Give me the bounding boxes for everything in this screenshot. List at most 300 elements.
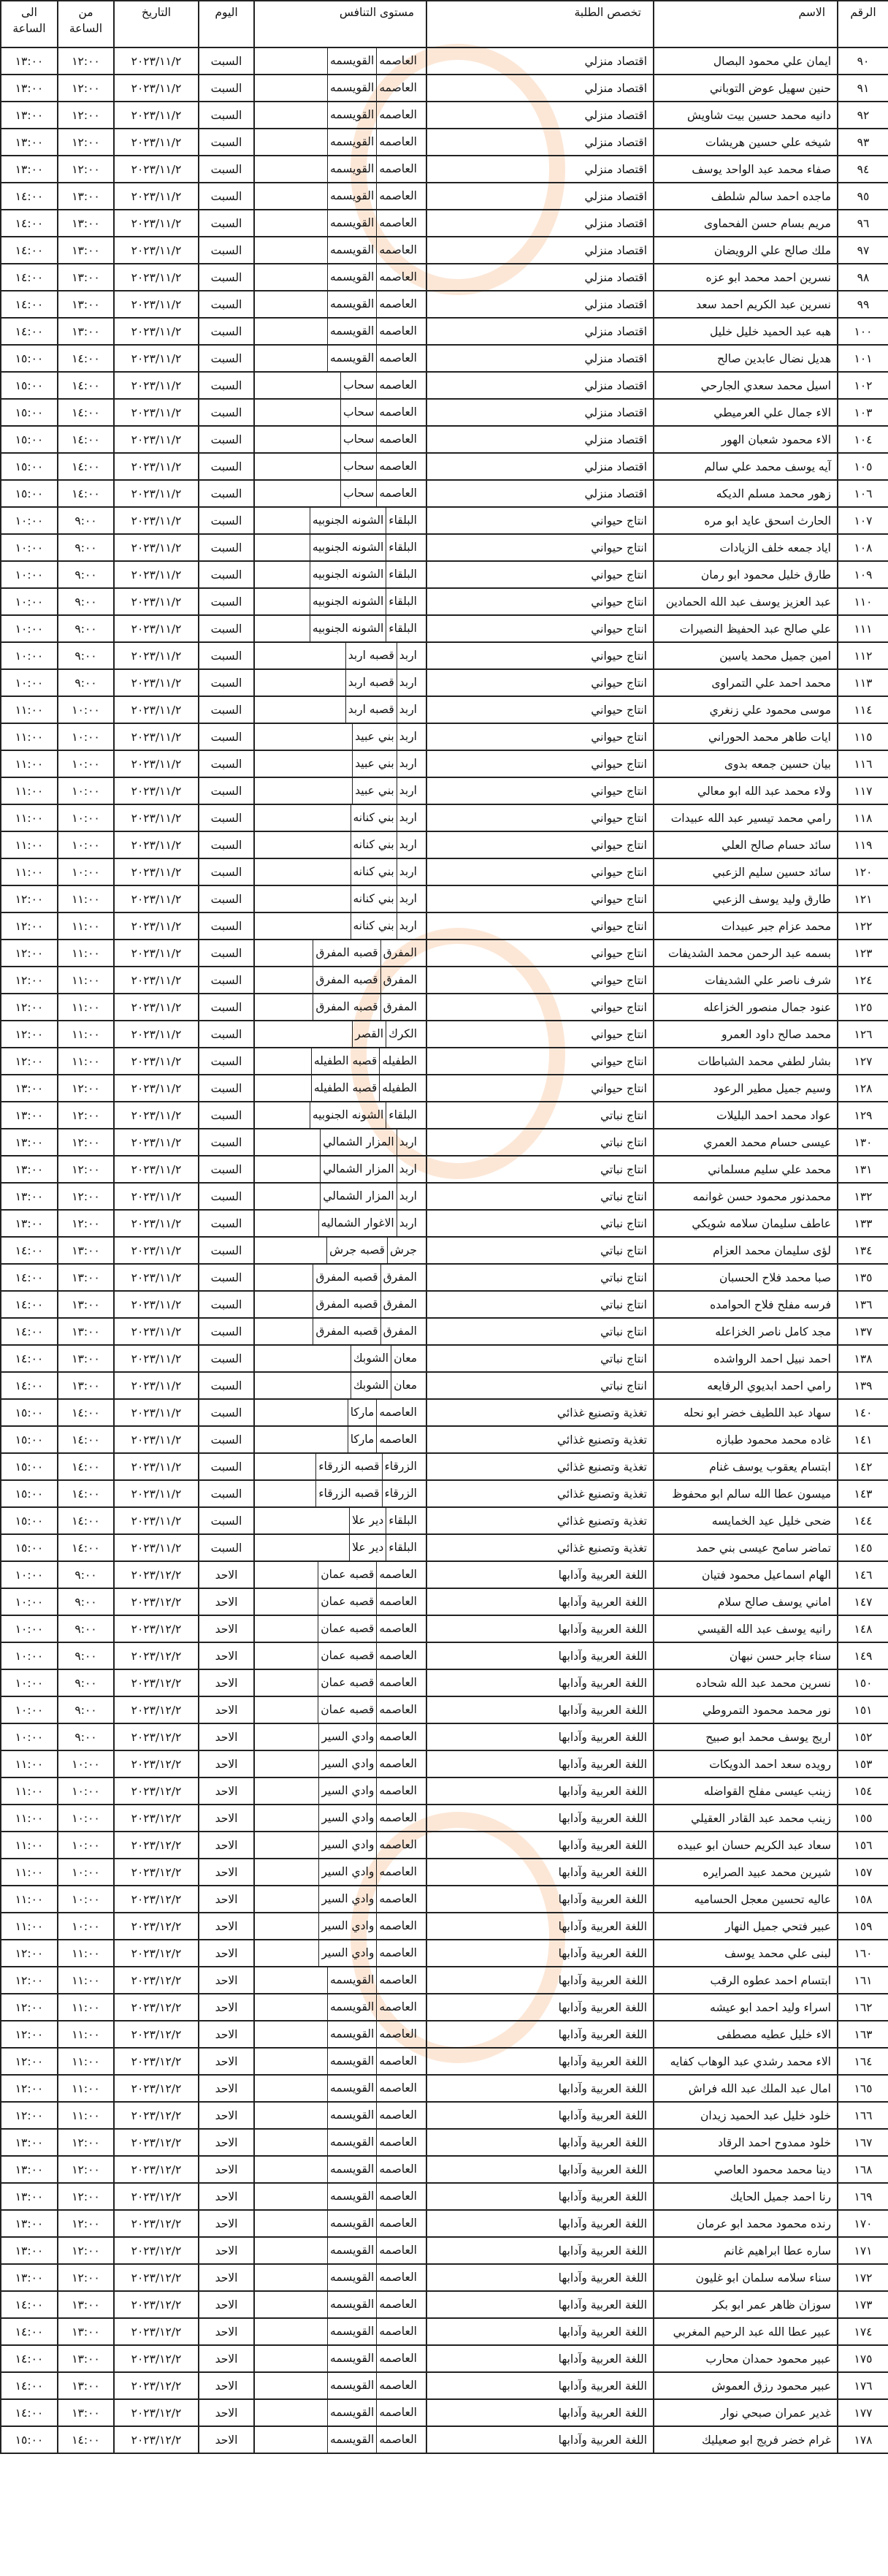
table-row — [1, 1561, 888, 1588]
exam-day: السبت — [199, 561, 254, 588]
table-header-row — [1, 1, 888, 47]
district: وادي السير — [318, 1724, 376, 1750]
specialization: انتاج نباتي — [426, 1237, 654, 1264]
specialization: اللغة العربية وآدابها — [426, 2318, 654, 2345]
exam-date: ٢٠٢٣/١١/٢ — [114, 1075, 199, 1102]
exam-day: الاحد — [199, 2291, 254, 2318]
row-number: ١٤١ — [838, 1426, 888, 1453]
row-number: ١٢٢ — [838, 912, 888, 940]
exam-day: السبت — [199, 1372, 254, 1399]
from-time: ١٣:٠٠ — [58, 2372, 114, 2399]
governorate: اربد — [397, 1129, 426, 1155]
table-row — [1, 561, 888, 588]
to-time: ١١:٠٠ — [1, 723, 58, 750]
table-row — [1, 75, 888, 102]
exam-day: السبت — [199, 1048, 254, 1075]
from-time: ١٣:٠٠ — [58, 1237, 114, 1264]
specialization: اللغة العربية وآدابها — [426, 1859, 654, 1886]
governorate: العاصمه — [376, 210, 426, 236]
table-row — [1, 1940, 888, 1967]
table-row — [1, 534, 888, 561]
specialization: انتاج حيواني — [426, 777, 654, 804]
exam-date: ٢٠٢٣/١١/٢ — [114, 1021, 199, 1048]
row-number: ١٧٢ — [838, 2264, 888, 2291]
table-row — [1, 750, 888, 777]
exam-day: السبت — [199, 1156, 254, 1183]
competition-level — [254, 1588, 426, 1615]
governorate: العاصمه — [376, 1643, 426, 1669]
row-number: ١٧٨ — [838, 2426, 888, 2453]
specialization: تغذية وتصنيع غذائي — [426, 1453, 654, 1480]
to-time: ١١:٠٠ — [1, 1913, 58, 1940]
from-time: ١٣:٠٠ — [58, 1264, 114, 1291]
specialization: اقتصاد منزلي — [426, 426, 654, 453]
governorate: العاصمه — [376, 481, 426, 506]
exam-day: الاحد — [199, 2021, 254, 2048]
exam-date: ٢٠٢٣/١١/٢ — [114, 1480, 199, 1507]
governorate: العاصمه — [376, 2319, 426, 2344]
from-time: ٩:٠٠ — [58, 1696, 114, 1723]
specialization: اقتصاد منزلي — [426, 480, 654, 507]
district: الشونه الجنوبيه — [310, 1102, 386, 1128]
row-number: ١٦٠ — [838, 1940, 888, 1967]
exam-day: السبت — [199, 1183, 254, 1210]
exam-date: ٢٠٢٣/١٢/٢ — [114, 2372, 199, 2399]
student-name: محمدنور محمود حسن غوانمه — [654, 1183, 838, 1210]
student-name: شرف ناصر علي الشديفات — [654, 967, 838, 994]
district: القويسمه — [327, 102, 376, 128]
competition-level — [254, 183, 426, 210]
to-time: ١٣:٠٠ — [1, 2237, 58, 2264]
competition-level — [254, 1534, 426, 1561]
governorate: معان — [391, 1346, 426, 1371]
governorate: اربد — [397, 643, 426, 668]
competition-level — [254, 102, 426, 129]
table-row — [1, 1264, 888, 1291]
specialization: انتاج حيواني — [426, 723, 654, 750]
competition-level — [254, 1264, 426, 1291]
from-time: ٩:٠٠ — [58, 1588, 114, 1615]
district: القويسمه — [327, 237, 376, 263]
student-name: محمد علي سليم مسلماني — [654, 1156, 838, 1183]
to-time: ١٢:٠٠ — [1, 2102, 58, 2129]
table-row — [1, 1967, 888, 1994]
exam-day: السبت — [199, 1102, 254, 1129]
student-name: احمد نبيل احمد الرواشده — [654, 1345, 838, 1372]
exam-day: السبت — [199, 1237, 254, 1264]
to-time: ١٤:٠٠ — [1, 1264, 58, 1291]
row-number: ١٧٦ — [838, 2372, 888, 2399]
district: القويسمه — [327, 2021, 376, 2047]
competition-level — [254, 1291, 426, 1318]
governorate: البلقاء — [386, 1535, 426, 1561]
governorate: المفرق — [380, 1265, 426, 1290]
competition-level — [254, 1805, 426, 1832]
to-time: ١٥:٠٠ — [1, 453, 58, 480]
table-row — [1, 1669, 888, 1696]
to-time: ١١:٠٠ — [1, 1832, 58, 1859]
to-time: ١٥:٠٠ — [1, 399, 58, 426]
student-name: صبا محمد فلاح الحسبان — [654, 1264, 838, 1291]
exam-day: الاحد — [199, 1913, 254, 1940]
table-row — [1, 967, 888, 994]
to-time: ١١:٠٠ — [1, 1886, 58, 1913]
district: وادي السير — [318, 1940, 376, 1966]
specialization: اقتصاد منزلي — [426, 237, 654, 264]
to-time: ١٤:٠٠ — [1, 318, 58, 345]
from-time: ١٣:٠٠ — [58, 183, 114, 210]
governorate: العاصمه — [376, 1778, 426, 1804]
exam-date: ٢٠٢٣/١١/٢ — [114, 210, 199, 237]
exam-day: الاحد — [199, 2399, 254, 2426]
district: قصبه المفرق — [313, 1265, 380, 1290]
competition-level — [254, 1102, 426, 1129]
competition-level — [254, 1615, 426, 1642]
student-name: لبنى علي محمد يوسف — [654, 1940, 838, 1967]
district: القويسمه — [327, 2103, 376, 2128]
to-time: ١٤:٠٠ — [1, 1372, 58, 1399]
district: قصبه المفرق — [313, 940, 380, 966]
governorate: العاصمه — [376, 1670, 426, 1696]
table-row — [1, 237, 888, 264]
to-time: ١١:٠٠ — [1, 750, 58, 777]
competition-level — [254, 885, 426, 912]
table-row — [1, 804, 888, 831]
exam-day: الاحد — [199, 2426, 254, 2453]
competition-level — [254, 967, 426, 994]
exam-day: السبت — [199, 777, 254, 804]
governorate: المفرق — [380, 1319, 426, 1344]
to-time: ١٢:٠٠ — [1, 1967, 58, 1994]
governorate: العاصمه — [376, 1967, 426, 1993]
exam-date: ٢٠٢٣/١١/٢ — [114, 696, 199, 723]
student-name: عبير محمود حمدان محارب — [654, 2345, 838, 2372]
competition-level — [254, 1453, 426, 1480]
student-name: بسمه عبد الرحمن محمد الشديفات — [654, 940, 838, 967]
exam-day: الاحد — [199, 1832, 254, 1859]
student-name: سوزان ظاهر عمر ابو بكر — [654, 2291, 838, 2318]
exam-date: ٢٠٢٣/١٢/٢ — [114, 2075, 199, 2102]
to-time: ١٠:٠٠ — [1, 534, 58, 561]
exam-date: ٢٠٢٣/١١/٢ — [114, 156, 199, 183]
specialization: اللغة العربية وآدابها — [426, 2345, 654, 2372]
from-time: ١١:٠٠ — [58, 2021, 114, 2048]
exam-day: الاحد — [199, 1859, 254, 1886]
student-name: رنا احمد جميل الحايك — [654, 2183, 838, 2210]
specialization: اللغة العربية وآدابها — [426, 1642, 654, 1669]
to-time: ١٥:٠٠ — [1, 372, 58, 399]
exam-day: الاحد — [199, 1723, 254, 1750]
to-time: ١٠:٠٠ — [1, 1615, 58, 1642]
exam-day: السبت — [199, 183, 254, 210]
governorate: العاصمه — [376, 2400, 426, 2426]
specialization: اللغة العربية وآدابها — [426, 1832, 654, 1859]
governorate: العاصمه — [376, 75, 426, 101]
to-time: ١٢:٠٠ — [1, 1021, 58, 1048]
table-row — [1, 885, 888, 912]
competition-level — [254, 453, 426, 480]
from-time: ١٢:٠٠ — [58, 75, 114, 102]
exam-date: ٢٠٢٣/١١/٢ — [114, 1048, 199, 1075]
governorate: اربد — [397, 697, 426, 723]
from-time: ١٣:٠٠ — [58, 2399, 114, 2426]
exam-day: السبت — [199, 507, 254, 534]
student-name: امال عبد الملك عبد الله فراش — [654, 2075, 838, 2102]
exam-date: ٢٠٢٣/١٢/٢ — [114, 1832, 199, 1859]
from-time: ١١:٠٠ — [58, 1994, 114, 2021]
district: بني عبيد — [352, 724, 397, 750]
to-time: ١٣:٠٠ — [1, 1129, 58, 1156]
to-time: ١٣:٠٠ — [1, 102, 58, 129]
from-time: ١١:٠٠ — [58, 912, 114, 940]
row-number: ١٠٤ — [838, 426, 888, 453]
from-time: ١٣:٠٠ — [58, 318, 114, 345]
exam-date: ٢٠٢٣/١١/٢ — [114, 75, 199, 102]
table-row — [1, 2264, 888, 2291]
row-number: ١٠٣ — [838, 399, 888, 426]
to-time: ١٣:٠٠ — [1, 2183, 58, 2210]
student-name: الحارث اسحق عايد ابو مره — [654, 507, 838, 534]
exam-day: السبت — [199, 588, 254, 615]
specialization: اقتصاد منزلي — [426, 345, 654, 372]
governorate: العاصمه — [376, 2157, 426, 2182]
competition-level — [254, 2318, 426, 2345]
to-time: ١٥:٠٠ — [1, 1399, 58, 1426]
governorate: اربد — [397, 724, 426, 750]
row-number: ٩٣ — [838, 129, 888, 156]
governorate: العاصمه — [376, 1751, 426, 1777]
to-time: ١٠:٠٠ — [1, 642, 58, 669]
exam-date: ٢٠٢٣/١٢/٢ — [114, 2021, 199, 2048]
specialization: اللغة العربية وآدابها — [426, 1886, 654, 1913]
governorate: المفرق — [380, 994, 426, 1020]
specialization: انتاج حيواني — [426, 912, 654, 940]
governorate: العاصمه — [376, 1886, 426, 1912]
student-name: اسراء وليد احمد ابو عيشه — [654, 1994, 838, 2021]
exam-date: ٢٠٢٣/١٢/٢ — [114, 1750, 199, 1777]
from-time: ١٤:٠٠ — [58, 480, 114, 507]
governorate: العاصمه — [376, 2265, 426, 2290]
to-time: ١٠:٠٠ — [1, 1696, 58, 1723]
exam-date: ٢٠٢٣/١١/٢ — [114, 1156, 199, 1183]
governorate: الزرقاء — [382, 1481, 426, 1506]
table-row — [1, 2318, 888, 2345]
specialization: انتاج حيواني — [426, 1048, 654, 1075]
row-number: ١٥٦ — [838, 1832, 888, 1859]
district: ماركا — [348, 1400, 377, 1425]
from-time: ١٤:٠٠ — [58, 2426, 114, 2453]
competition-level — [254, 750, 426, 777]
table-row — [1, 2048, 888, 2075]
row-number: ١٧٧ — [838, 2399, 888, 2426]
to-time: ١١:٠٠ — [1, 777, 58, 804]
competition-level — [254, 696, 426, 723]
table-row — [1, 1777, 888, 1805]
row-number: ١٠٢ — [838, 372, 888, 399]
exam-day: الاحد — [199, 1886, 254, 1913]
exam-day: السبت — [199, 1264, 254, 1291]
competition-level — [254, 561, 426, 588]
row-number: ٩١ — [838, 75, 888, 102]
to-time: ١٠:٠٠ — [1, 588, 58, 615]
to-time: ١٥:٠٠ — [1, 1426, 58, 1453]
specialization: انتاج نباتي — [426, 1183, 654, 1210]
exam-date: ٢٠٢٣/١١/٢ — [114, 264, 199, 291]
student-name: عيسى حسام محمد العمري — [654, 1129, 838, 1156]
table-row — [1, 1913, 888, 1940]
table-row — [1, 2399, 888, 2426]
table-row — [1, 2426, 888, 2453]
specialization: اللغة العربية وآدابها — [426, 2372, 654, 2399]
competition-level — [254, 2021, 426, 2048]
governorate: العاصمه — [376, 454, 426, 479]
row-number: ١٢٤ — [838, 967, 888, 994]
exam-day: السبت — [199, 264, 254, 291]
specialization: اللغة العربية وآدابها — [426, 1913, 654, 1940]
exam-day: السبت — [199, 1318, 254, 1345]
exam-date: ٢٠٢٣/١١/٢ — [114, 1399, 199, 1426]
district: سحاب — [340, 481, 376, 506]
governorate: العاصمه — [376, 156, 426, 182]
student-name: سائد حسام صالح العلي — [654, 831, 838, 858]
student-name: رامي محمد تيسير عبد الله عبيدات — [654, 804, 838, 831]
student-name: نور محمد محمود التمروطي — [654, 1696, 838, 1723]
to-time: ١٥:٠٠ — [1, 1480, 58, 1507]
exam-day: الاحد — [199, 2075, 254, 2102]
specialization: اللغة العربية وآدابها — [426, 2264, 654, 2291]
exam-day: السبت — [199, 831, 254, 858]
governorate: العاصمه — [376, 1427, 426, 1452]
exam-date: ٢٠٢٣/١٢/٢ — [114, 2210, 199, 2237]
row-number: ١٣٣ — [838, 1210, 888, 1237]
governorate: العاصمه — [376, 2292, 426, 2317]
row-number: ١٤٢ — [838, 1453, 888, 1480]
row-number: ١٦٩ — [838, 2183, 888, 2210]
table-row — [1, 345, 888, 372]
from-time: ١٣:٠٠ — [58, 264, 114, 291]
exam-day: الاحد — [199, 1696, 254, 1723]
governorate: المفرق — [380, 1292, 426, 1317]
table-row — [1, 831, 888, 858]
from-time: ١٣:٠٠ — [58, 291, 114, 318]
to-time: ١٢:٠٠ — [1, 967, 58, 994]
governorate: العاصمه — [376, 1562, 426, 1588]
governorate: العاصمه — [376, 183, 426, 209]
specialization: انتاج نباتي — [426, 1372, 654, 1399]
student-name: هبه عبد الحميد خليل خليل — [654, 318, 838, 345]
exam-date: ٢٠٢٣/١٢/٢ — [114, 1805, 199, 1832]
to-time: ١٢:٠٠ — [1, 885, 58, 912]
competition-level — [254, 912, 426, 940]
competition-level — [254, 831, 426, 858]
from-time: ١٠:٠٠ — [58, 1913, 114, 1940]
exam-date: ٢٠٢٣/١١/٢ — [114, 102, 199, 129]
row-number: ١٢٥ — [838, 994, 888, 1021]
exam-day: الاحد — [199, 1615, 254, 1642]
competition-level — [254, 210, 426, 237]
governorate: العاصمه — [376, 2103, 426, 2128]
row-number: ١٣٧ — [838, 1318, 888, 1345]
exam-date: ٢٠٢٣/١٢/٢ — [114, 1588, 199, 1615]
governorate: البلقاء — [386, 1102, 426, 1128]
from-time: ١٣:٠٠ — [58, 2345, 114, 2372]
to-time: ١٣:٠٠ — [1, 1183, 58, 1210]
to-time: ١٠:٠٠ — [1, 1669, 58, 1696]
table-row — [1, 777, 888, 804]
from-time: ٩:٠٠ — [58, 615, 114, 642]
to-time: ١٠:٠٠ — [1, 561, 58, 588]
from-time: ١٠:٠٠ — [58, 1832, 114, 1859]
governorate: العاصمه — [376, 2427, 426, 2453]
district: الشونه الجنوبيه — [310, 562, 386, 587]
exam-date: ٢٠٢٣/١١/٢ — [114, 291, 199, 318]
to-time: ١٥:٠٠ — [1, 1453, 58, 1480]
student-name: رانيه يوسف عبد الله القيسي — [654, 1615, 838, 1642]
exam-date: ٢٠٢٣/١١/٢ — [114, 318, 199, 345]
competition-level — [254, 1696, 426, 1723]
district: بني كنانه — [351, 859, 397, 885]
governorate: العاصمه — [376, 2184, 426, 2209]
governorate: اربد — [397, 751, 426, 777]
to-time: ١٣:٠٠ — [1, 2156, 58, 2183]
specialization: اللغة العربية وآدابها — [426, 1696, 654, 1723]
row-number: ٩٧ — [838, 237, 888, 264]
table-row — [1, 1345, 888, 1372]
district: القويسمه — [327, 210, 376, 236]
governorate: اربد — [397, 913, 426, 939]
governorate: المفرق — [380, 967, 426, 993]
governorate: العاصمه — [376, 427, 426, 452]
table-row — [1, 2021, 888, 2048]
exam-date: ٢٠٢٣/١٢/٢ — [114, 1913, 199, 1940]
district: القويسمه — [327, 2373, 376, 2398]
specialization: انتاج حيواني — [426, 1021, 654, 1048]
governorate: اربد — [397, 1184, 426, 1209]
row-number: ١٤٠ — [838, 1399, 888, 1426]
district: قصبه اربد — [345, 697, 397, 723]
competition-level — [254, 940, 426, 967]
exam-date: ٢٠٢٣/١٢/٢ — [114, 1723, 199, 1750]
specialization: اللغة العربية وآدابها — [426, 1723, 654, 1750]
to-time: ١٥:٠٠ — [1, 480, 58, 507]
specialization: اللغة العربية وآدابها — [426, 1994, 654, 2021]
competition-level — [254, 534, 426, 561]
from-time: ١١:٠٠ — [58, 2048, 114, 2075]
row-number: ١٦٤ — [838, 2048, 888, 2075]
exam-day: الاحد — [199, 2345, 254, 2372]
from-time: ١٢:٠٠ — [58, 1129, 114, 1156]
district: الشونه الجنوبيه — [310, 589, 386, 614]
governorate: البلقاء — [386, 589, 426, 614]
to-time: ١٠:٠٠ — [1, 669, 58, 696]
exam-date: ٢٠٢٣/١٢/٢ — [114, 2345, 199, 2372]
from-time: ١٠:٠٠ — [58, 1777, 114, 1805]
student-name: ساره عطا ابراهيم غانم — [654, 2237, 838, 2264]
student-name: ضحى خليل عيد الخمايسه — [654, 1507, 838, 1534]
row-number: ١٥٧ — [838, 1859, 888, 1886]
governorate: البلقاء — [386, 535, 426, 560]
governorate: العاصمه — [376, 1805, 426, 1831]
specialization: اللغة العربية وآدابها — [426, 2237, 654, 2264]
from-time: ٩:٠٠ — [58, 1669, 114, 1696]
governorate: معان — [391, 1373, 426, 1398]
from-time: ١٠:٠٠ — [58, 831, 114, 858]
competition-level — [254, 1886, 426, 1913]
exam-day: السبت — [199, 453, 254, 480]
from-time: ١٤:٠٠ — [58, 1399, 114, 1426]
row-number: ١٠٠ — [838, 318, 888, 345]
governorate: الكرك — [386, 1021, 426, 1047]
